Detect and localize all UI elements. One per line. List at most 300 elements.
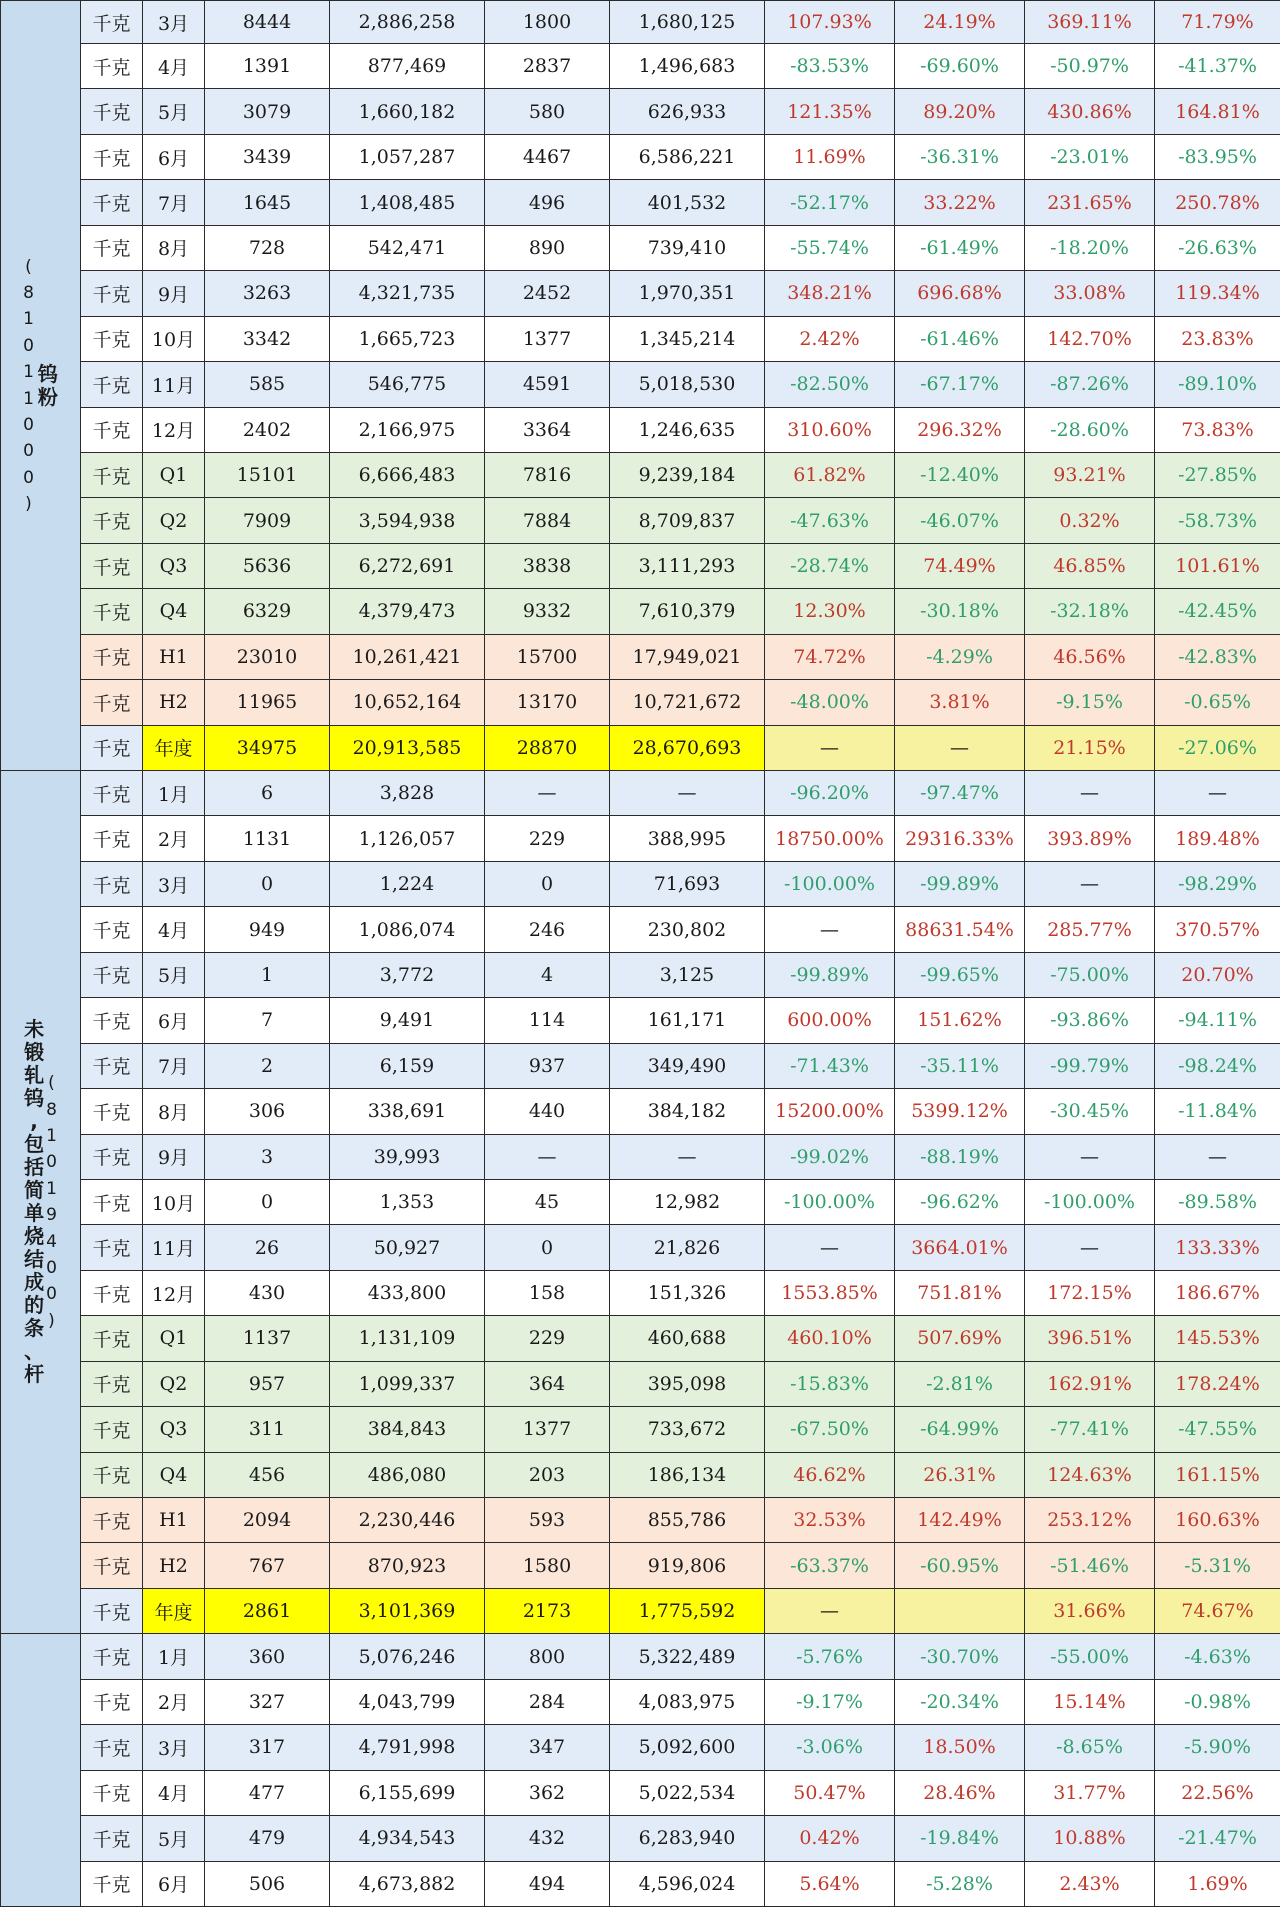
hs-code-char: 9 bbox=[46, 1205, 57, 1226]
import-value-cell: 733,672 bbox=[610, 1407, 765, 1452]
period-cell: 9月 bbox=[143, 1134, 205, 1179]
pct-change-cell: -0.98% bbox=[1155, 1679, 1280, 1724]
export-value-cell: 1,660,182 bbox=[330, 89, 485, 134]
pct-change-cell: 119.34% bbox=[1155, 271, 1280, 316]
export-value-cell: 6,272,691 bbox=[330, 543, 485, 588]
pct-change-cell: 29316.33% bbox=[895, 816, 1025, 861]
import-qty-cell: 593 bbox=[485, 1498, 610, 1543]
import-qty-cell: 45 bbox=[485, 1179, 610, 1224]
unit-cell: 千克 bbox=[81, 1, 143, 44]
import-value-cell: 151,326 bbox=[610, 1270, 765, 1315]
pct-change-cell: -47.55% bbox=[1155, 1407, 1280, 1452]
product-name-char: , bbox=[30, 1109, 38, 1134]
import-qty-cell: 1377 bbox=[485, 1407, 610, 1452]
period-cell: 1月 bbox=[143, 1634, 205, 1679]
table-row bbox=[1, 725, 1280, 770]
table-row bbox=[1, 44, 1280, 89]
import-value-cell: 161,171 bbox=[610, 998, 765, 1043]
export-qty-cell: 949 bbox=[205, 907, 330, 952]
pct-change-cell: 5399.12% bbox=[895, 1089, 1025, 1134]
pct-change-cell: 46.85% bbox=[1025, 543, 1155, 588]
period-cell: 1月 bbox=[143, 771, 205, 816]
table-row bbox=[1, 225, 1280, 270]
export-qty-cell: 2094 bbox=[205, 1498, 330, 1543]
export-qty-cell: 8444 bbox=[205, 1, 330, 44]
import-value-cell: 739,410 bbox=[610, 225, 765, 270]
export-value-cell: 6,155,699 bbox=[330, 1770, 485, 1815]
table-row bbox=[1, 1452, 1280, 1497]
import-qty-cell: 15700 bbox=[485, 634, 610, 679]
unit-cell: 千克 bbox=[81, 1452, 143, 1497]
unit-cell: 千克 bbox=[81, 1861, 143, 1906]
pct-change-cell: 396.51% bbox=[1025, 1316, 1155, 1361]
import-value-cell: 230,802 bbox=[610, 907, 765, 952]
import-qty-cell: 1800 bbox=[485, 1, 610, 44]
pct-change-cell: -100.00% bbox=[1025, 1179, 1155, 1224]
pct-change-cell: 142.49% bbox=[895, 1498, 1025, 1543]
export-value-cell: 4,321,735 bbox=[330, 271, 485, 316]
export-value-cell: 1,057,287 bbox=[330, 134, 485, 179]
import-value-cell: 626,933 bbox=[610, 89, 765, 134]
import-qty-cell: 0 bbox=[485, 1225, 610, 1270]
table-row bbox=[1, 1543, 1280, 1588]
unit-cell: 千克 bbox=[81, 1816, 143, 1861]
pct-change-cell: 74.49% bbox=[895, 543, 1025, 588]
export-qty-cell: 26 bbox=[205, 1225, 330, 1270]
export-qty-cell: 7 bbox=[205, 998, 330, 1043]
import-value-cell: 6,586,221 bbox=[610, 134, 765, 179]
import-qty-cell: 4 bbox=[485, 952, 610, 997]
pct-change-cell: -35.11% bbox=[895, 1043, 1025, 1088]
import-qty-cell: 284 bbox=[485, 1679, 610, 1724]
export-value-cell: 4,379,473 bbox=[330, 589, 485, 634]
import-value-cell: 1,775,592 bbox=[610, 1588, 765, 1633]
table-row bbox=[1, 634, 1280, 679]
pct-change-cell: -98.24% bbox=[1155, 1043, 1280, 1088]
export-value-cell: 6,666,483 bbox=[330, 452, 485, 497]
hs-code-char: 1 bbox=[23, 388, 34, 409]
pct-change-cell: 507.69% bbox=[895, 1316, 1025, 1361]
pct-change-cell: -99.89% bbox=[765, 952, 895, 997]
pct-change-cell: 33.22% bbox=[895, 180, 1025, 225]
unit-cell: 千克 bbox=[81, 225, 143, 270]
pct-change-cell: 133.33% bbox=[1155, 1225, 1280, 1270]
period-cell: 12月 bbox=[143, 407, 205, 452]
pct-change-cell: 151.62% bbox=[895, 998, 1025, 1043]
product-group-label bbox=[1, 1634, 81, 1907]
period-cell: Q2 bbox=[143, 1361, 205, 1406]
pct-change-cell: 23.83% bbox=[1155, 316, 1280, 361]
pct-change-cell: -50.97% bbox=[1025, 44, 1155, 89]
pct-change-cell: -60.95% bbox=[895, 1543, 1025, 1588]
pct-change-cell: -23.01% bbox=[1025, 134, 1155, 179]
export-qty-cell: 311 bbox=[205, 1407, 330, 1452]
pct-change-cell: 178.24% bbox=[1155, 1361, 1280, 1406]
unit-cell: 千克 bbox=[81, 1316, 143, 1361]
import-qty-cell: 1580 bbox=[485, 1543, 610, 1588]
pct-change-cell: -99.02% bbox=[765, 1134, 895, 1179]
pct-change-cell: -82.50% bbox=[765, 362, 895, 407]
export-qty-cell: 2402 bbox=[205, 407, 330, 452]
export-value-cell: 546,775 bbox=[330, 362, 485, 407]
import-qty-cell: 580 bbox=[485, 89, 610, 134]
import-value-cell: 1,246,635 bbox=[610, 407, 765, 452]
import-value-cell: 4,596,024 bbox=[610, 1861, 765, 1906]
import-value-cell: 9,239,184 bbox=[610, 452, 765, 497]
pct-change-cell: 5.64% bbox=[765, 1861, 895, 1906]
export-value-cell: 4,934,543 bbox=[330, 1816, 485, 1861]
pct-change-cell: — bbox=[1155, 771, 1280, 816]
pct-change-cell: 1.69% bbox=[1155, 1861, 1280, 1906]
export-qty-cell: 3342 bbox=[205, 316, 330, 361]
unit-cell: 千克 bbox=[81, 907, 143, 952]
product-name-char: 单 bbox=[24, 1201, 45, 1226]
pct-change-cell: — bbox=[765, 907, 895, 952]
export-value-cell: 870,923 bbox=[330, 1543, 485, 1588]
table-row bbox=[1, 1770, 1280, 1815]
import-qty-cell: 440 bbox=[485, 1089, 610, 1134]
pct-change-cell: -87.26% bbox=[1025, 362, 1155, 407]
pct-change-cell: -100.00% bbox=[765, 1179, 895, 1224]
export-value-cell: 20,913,585 bbox=[330, 725, 485, 770]
unit-cell: 千克 bbox=[81, 634, 143, 679]
table-row bbox=[1, 589, 1280, 634]
import-value-cell: 460,688 bbox=[610, 1316, 765, 1361]
pct-change-cell: -3.06% bbox=[765, 1725, 895, 1770]
import-qty-cell: 4467 bbox=[485, 134, 610, 179]
export-value-cell: 338,691 bbox=[330, 1089, 485, 1134]
import-value-cell: 384,182 bbox=[610, 1089, 765, 1134]
pct-change-cell: 31.66% bbox=[1025, 1588, 1155, 1633]
import-qty-cell: 937 bbox=[485, 1043, 610, 1088]
import-qty-cell: 0 bbox=[485, 861, 610, 906]
import-qty-cell: 114 bbox=[485, 998, 610, 1043]
period-cell: 年度 bbox=[143, 1588, 205, 1633]
import-qty-cell: 7884 bbox=[485, 498, 610, 543]
export-qty-cell: 3263 bbox=[205, 271, 330, 316]
period-cell: 4月 bbox=[143, 907, 205, 952]
import-value-cell: 6,283,940 bbox=[610, 1816, 765, 1861]
pct-change-cell: -67.17% bbox=[895, 362, 1025, 407]
pct-change-cell: 11.69% bbox=[765, 134, 895, 179]
period-cell: 6月 bbox=[143, 998, 205, 1043]
unit-cell: 千克 bbox=[81, 1588, 143, 1633]
pct-change-cell: 310.60% bbox=[765, 407, 895, 452]
table-row bbox=[1, 543, 1280, 588]
pct-change-cell: -9.17% bbox=[765, 1679, 895, 1724]
unit-cell: 千克 bbox=[81, 1407, 143, 1452]
pct-change-cell: -42.45% bbox=[1155, 589, 1280, 634]
table-row bbox=[1, 1270, 1280, 1315]
export-value-cell: 433,800 bbox=[330, 1270, 485, 1315]
table-row bbox=[1, 1588, 1280, 1633]
period-cell: Q1 bbox=[143, 452, 205, 497]
pct-change-cell: 751.81% bbox=[895, 1270, 1025, 1315]
pct-change-cell: -4.63% bbox=[1155, 1634, 1280, 1679]
hs-code-char: 1 bbox=[23, 309, 34, 330]
import-value-cell: 3,125 bbox=[610, 952, 765, 997]
export-value-cell: 877,469 bbox=[330, 44, 485, 89]
export-value-cell: 10,261,421 bbox=[330, 634, 485, 679]
pct-change-cell: -77.41% bbox=[1025, 1407, 1155, 1452]
pct-change-cell bbox=[895, 1588, 1025, 1633]
table-row bbox=[1, 452, 1280, 497]
pct-change-cell: 28.46% bbox=[895, 1770, 1025, 1815]
export-value-cell: 1,131,109 bbox=[330, 1316, 485, 1361]
period-cell: 8月 bbox=[143, 225, 205, 270]
pct-change-cell: -47.63% bbox=[765, 498, 895, 543]
export-qty-cell: 23010 bbox=[205, 634, 330, 679]
product-name-char: 结 bbox=[24, 1247, 45, 1272]
pct-change-cell: -99.65% bbox=[895, 952, 1025, 997]
period-cell: 4月 bbox=[143, 1770, 205, 1815]
hs-code-char: ) bbox=[25, 493, 32, 514]
unit-cell: 千克 bbox=[81, 1361, 143, 1406]
import-qty-cell: 494 bbox=[485, 1861, 610, 1906]
export-value-cell: 384,843 bbox=[330, 1407, 485, 1452]
export-qty-cell: 3079 bbox=[205, 89, 330, 134]
export-value-cell: 3,594,938 bbox=[330, 498, 485, 543]
export-qty-cell: 6 bbox=[205, 771, 330, 816]
pct-change-cell: -5.76% bbox=[765, 1634, 895, 1679]
export-qty-cell: 957 bbox=[205, 1361, 330, 1406]
hs-code-char: 8 bbox=[23, 283, 34, 304]
import-value-cell: 349,490 bbox=[610, 1043, 765, 1088]
pct-change-cell: 164.81% bbox=[1155, 89, 1280, 134]
import-qty-cell: 203 bbox=[485, 1452, 610, 1497]
product-name-char: 钨 bbox=[24, 1086, 45, 1111]
export-qty-cell: 1 bbox=[205, 952, 330, 997]
export-value-cell: 10,652,164 bbox=[330, 680, 485, 725]
pct-change-cell: -2.81% bbox=[895, 1361, 1025, 1406]
hs-code-char: 0 bbox=[23, 441, 34, 462]
export-value-cell: 1,086,074 bbox=[330, 907, 485, 952]
export-value-cell: 9,491 bbox=[330, 998, 485, 1043]
import-qty-cell: 2173 bbox=[485, 1588, 610, 1633]
import-value-cell: 3,111,293 bbox=[610, 543, 765, 588]
pct-change-cell: 46.56% bbox=[1025, 634, 1155, 679]
pct-change-cell: 31.77% bbox=[1025, 1770, 1155, 1815]
table-row bbox=[1, 1361, 1280, 1406]
unit-cell: 千克 bbox=[81, 952, 143, 997]
unit-cell: 千克 bbox=[81, 861, 143, 906]
pct-change-cell: -28.74% bbox=[765, 543, 895, 588]
period-cell: 4月 bbox=[143, 44, 205, 89]
export-value-cell: 4,673,882 bbox=[330, 1861, 485, 1906]
pct-change-cell: 93.21% bbox=[1025, 452, 1155, 497]
export-qty-cell: 456 bbox=[205, 1452, 330, 1497]
unit-cell: 千克 bbox=[81, 1770, 143, 1815]
pct-change-cell: 370.57% bbox=[1155, 907, 1280, 952]
export-qty-cell: 327 bbox=[205, 1679, 330, 1724]
export-qty-cell: 479 bbox=[205, 1816, 330, 1861]
unit-cell: 千克 bbox=[81, 1089, 143, 1134]
table-row bbox=[1, 271, 1280, 316]
import-value-cell: 4,083,975 bbox=[610, 1679, 765, 1724]
pct-change-cell: 3664.01% bbox=[895, 1225, 1025, 1270]
period-cell: Q4 bbox=[143, 1452, 205, 1497]
pct-change-cell: -27.85% bbox=[1155, 452, 1280, 497]
table-row bbox=[1, 1225, 1280, 1270]
import-qty-cell: 347 bbox=[485, 1725, 610, 1770]
pct-change-cell: 285.77% bbox=[1025, 907, 1155, 952]
import-value-cell: 5,022,534 bbox=[610, 1770, 765, 1815]
pct-change-cell: -75.00% bbox=[1025, 952, 1155, 997]
pct-change-cell: 22.56% bbox=[1155, 1770, 1280, 1815]
period-cell: H2 bbox=[143, 1543, 205, 1588]
export-value-cell: 1,353 bbox=[330, 1179, 485, 1224]
pct-change-cell: 74.72% bbox=[765, 634, 895, 679]
pct-change-cell: — bbox=[1025, 1225, 1155, 1270]
pct-change-cell: 61.82% bbox=[765, 452, 895, 497]
period-cell: 6月 bbox=[143, 134, 205, 179]
pct-change-cell: 253.12% bbox=[1025, 1498, 1155, 1543]
pct-change-cell: 2.42% bbox=[765, 316, 895, 361]
pct-change-cell: 145.53% bbox=[1155, 1316, 1280, 1361]
period-cell: 3月 bbox=[143, 1, 205, 44]
pct-change-cell: -96.62% bbox=[895, 1179, 1025, 1224]
pct-change-cell: -46.07% bbox=[895, 498, 1025, 543]
pct-change-cell: -8.65% bbox=[1025, 1725, 1155, 1770]
pct-change-cell: 600.00% bbox=[765, 998, 895, 1043]
period-cell: 8月 bbox=[143, 1089, 205, 1134]
unit-cell: 千克 bbox=[81, 998, 143, 1043]
unit-cell: 千克 bbox=[81, 407, 143, 452]
pct-change-cell: -11.84% bbox=[1155, 1089, 1280, 1134]
pct-change-cell: 231.65% bbox=[1025, 180, 1155, 225]
pct-change-cell: 101.61% bbox=[1155, 543, 1280, 588]
unit-cell: 千克 bbox=[81, 452, 143, 497]
table-row bbox=[1, 362, 1280, 407]
import-value-cell: 10,721,672 bbox=[610, 680, 765, 725]
pct-change-cell: -89.58% bbox=[1155, 1179, 1280, 1224]
hs-code-char: ) bbox=[48, 1310, 55, 1331]
import-value-cell: 1,345,214 bbox=[610, 316, 765, 361]
table-row bbox=[1, 1861, 1280, 1906]
export-qty-cell: 11965 bbox=[205, 680, 330, 725]
unit-cell: 千克 bbox=[81, 1225, 143, 1270]
period-cell: 2月 bbox=[143, 1679, 205, 1724]
import-qty-cell: 890 bbox=[485, 225, 610, 270]
import-value-cell: 388,995 bbox=[610, 816, 765, 861]
export-qty-cell: 3439 bbox=[205, 134, 330, 179]
table-row bbox=[1, 134, 1280, 179]
unit-cell: 千克 bbox=[81, 89, 143, 134]
period-cell: 3月 bbox=[143, 1725, 205, 1770]
pct-change-cell: 250.78% bbox=[1155, 180, 1280, 225]
pct-change-cell: -100.00% bbox=[765, 861, 895, 906]
unit-cell: 千克 bbox=[81, 1270, 143, 1315]
import-qty-cell: 158 bbox=[485, 1270, 610, 1315]
export-value-cell: 6,159 bbox=[330, 1043, 485, 1088]
table-row bbox=[1, 1679, 1280, 1724]
product-name-char: 、 bbox=[24, 1339, 45, 1364]
table-row bbox=[1, 1, 1280, 44]
pct-change-cell: 161.15% bbox=[1155, 1452, 1280, 1497]
pct-change-cell: -18.20% bbox=[1025, 225, 1155, 270]
table-row bbox=[1, 1816, 1280, 1861]
import-value-cell: 401,532 bbox=[610, 180, 765, 225]
pct-change-cell: -5.28% bbox=[895, 1861, 1025, 1906]
import-qty-cell: 3364 bbox=[485, 407, 610, 452]
hs-code-char: 1 bbox=[23, 362, 34, 383]
unit-cell: 千克 bbox=[81, 1134, 143, 1179]
unit-cell: 千克 bbox=[81, 271, 143, 316]
unit-cell: 千克 bbox=[81, 1634, 143, 1679]
export-value-cell: 3,101,369 bbox=[330, 1588, 485, 1633]
table-row bbox=[1, 952, 1280, 997]
export-value-cell: 50,927 bbox=[330, 1225, 485, 1270]
period-cell: 3月 bbox=[143, 861, 205, 906]
import-qty-cell: 4591 bbox=[485, 362, 610, 407]
pct-change-cell: -30.18% bbox=[895, 589, 1025, 634]
product-name-char: 钨 bbox=[37, 361, 58, 386]
export-qty-cell: 15101 bbox=[205, 452, 330, 497]
pct-change-cell: -30.70% bbox=[895, 1634, 1025, 1679]
export-value-cell: 39,993 bbox=[330, 1134, 485, 1179]
pct-change-cell: — bbox=[1025, 771, 1155, 816]
pct-change-cell: — bbox=[1025, 1134, 1155, 1179]
period-cell: Q1 bbox=[143, 1316, 205, 1361]
unit-cell: 千克 bbox=[81, 543, 143, 588]
import-qty-cell: 1377 bbox=[485, 316, 610, 361]
table-row bbox=[1, 1134, 1280, 1179]
pct-change-cell: -52.17% bbox=[765, 180, 895, 225]
export-value-cell: 1,224 bbox=[330, 861, 485, 906]
pct-change-cell: -55.00% bbox=[1025, 1634, 1155, 1679]
pct-change-cell: -83.53% bbox=[765, 44, 895, 89]
pct-change-cell: 18750.00% bbox=[765, 816, 895, 861]
period-cell: Q3 bbox=[143, 543, 205, 588]
export-value-cell: 2,886,258 bbox=[330, 1, 485, 44]
pct-change-cell: 186.67% bbox=[1155, 1270, 1280, 1315]
table-row bbox=[1, 316, 1280, 361]
import-qty-cell: 800 bbox=[485, 1634, 610, 1679]
pct-change-cell: 50.47% bbox=[765, 1770, 895, 1815]
table-row bbox=[1, 407, 1280, 452]
pct-change-cell: 15.14% bbox=[1025, 1679, 1155, 1724]
hs-code-char: 1 bbox=[46, 1178, 57, 1199]
product-name-char: 括 bbox=[24, 1155, 45, 1180]
export-qty-cell: 1137 bbox=[205, 1316, 330, 1361]
import-value-cell: 7,610,379 bbox=[610, 589, 765, 634]
pct-change-cell: 393.89% bbox=[1025, 816, 1155, 861]
pct-change-cell: — bbox=[1025, 861, 1155, 906]
unit-cell: 千克 bbox=[81, 771, 143, 816]
import-value-cell: 1,496,683 bbox=[610, 44, 765, 89]
import-qty-cell: 229 bbox=[485, 816, 610, 861]
unit-cell: 千克 bbox=[81, 1543, 143, 1588]
product-group-label bbox=[1, 771, 81, 1634]
table-row bbox=[1, 1498, 1280, 1543]
import-value-cell: 8,709,837 bbox=[610, 498, 765, 543]
pct-change-cell: 18.50% bbox=[895, 1725, 1025, 1770]
export-qty-cell: 7909 bbox=[205, 498, 330, 543]
export-qty-cell: 767 bbox=[205, 1543, 330, 1588]
pct-change-cell: 121.35% bbox=[765, 89, 895, 134]
product-name-char: 成 bbox=[24, 1270, 45, 1295]
export-value-cell: 4,791,998 bbox=[330, 1725, 485, 1770]
period-cell: Q3 bbox=[143, 1407, 205, 1452]
pct-change-cell: -94.11% bbox=[1155, 998, 1280, 1043]
import-qty-cell: 9332 bbox=[485, 589, 610, 634]
unit-cell: 千克 bbox=[81, 316, 143, 361]
pct-change-cell: — bbox=[765, 725, 895, 770]
pct-change-cell: -48.00% bbox=[765, 680, 895, 725]
pct-change-cell: 2.43% bbox=[1025, 1861, 1155, 1906]
pct-change-cell: -98.29% bbox=[1155, 861, 1280, 906]
import-qty-cell: 246 bbox=[485, 907, 610, 952]
